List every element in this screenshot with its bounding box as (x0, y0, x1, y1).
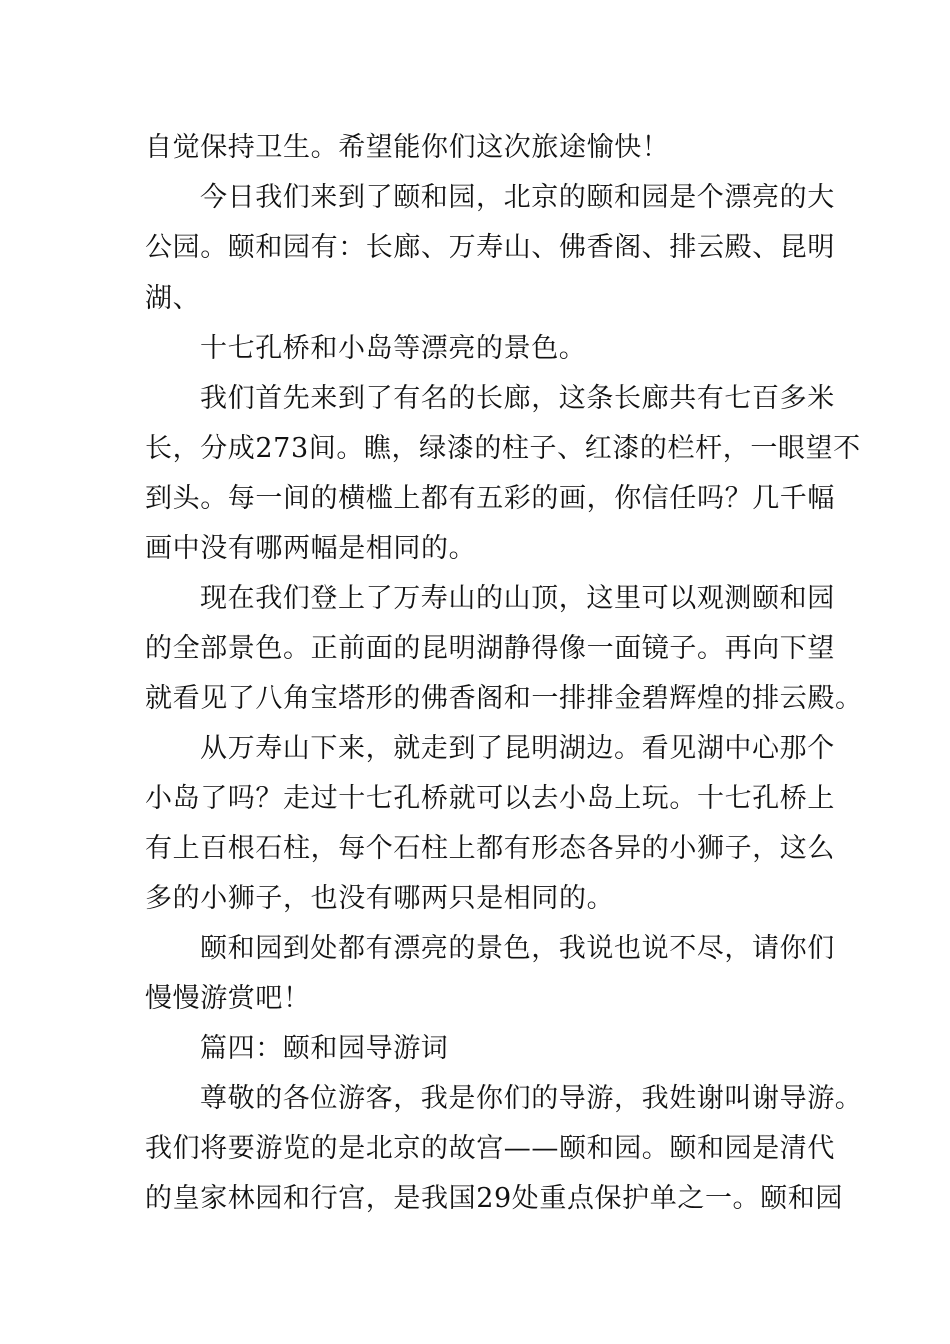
text-line: 有上百根石柱，每个石柱上都有形态各异的小狮子，这么 (145, 833, 835, 864)
text-line: 十七孔桥和小岛等漂亮的景色。 (200, 333, 587, 364)
text-line: 现在我们登上了万寿山的山顶，这里可以观测颐和园 (200, 583, 835, 614)
text-line: 长，分成273间。瞧，绿漆的柱子、红漆的栏杆，一眼望不 (145, 433, 861, 464)
text-line: 到头。每一间的横槛上都有五彩的画，你信任吗？几千幅 (145, 483, 835, 514)
text-line: 湖、 (145, 283, 201, 314)
text-line: 尊敬的各位游客，我是你们的导游，我姓谢叫谢导游。 (200, 1083, 863, 1114)
text-line: 的全部景色。正前面的昆明湖静得像一面镜子。再向下望 (145, 633, 835, 664)
text-line: 就看见了八角宝塔形的佛香阁和一排排金碧辉煌的排云殿。 (145, 683, 863, 714)
text-line: 慢慢游赏吧！ (145, 983, 311, 1014)
text-line: 自觉保持卫生。希望能你们这次旅途愉快！ (145, 132, 670, 163)
text-line: 今日我们来到了颐和园，北京的颐和园是个漂亮的大 (200, 182, 835, 213)
text-line: 从万寿山下来，就走到了昆明湖边。看见湖中心那个 (200, 733, 835, 764)
text-line: 多的小狮子，也没有哪两只是相同的。 (145, 883, 615, 914)
text-line: 画中没有哪两幅是相同的。 (145, 533, 477, 564)
text-line: 小岛了吗？走过十七孔桥就可以去小岛上玩。十七孔桥上 (145, 783, 835, 814)
text-line: 公园。颐和园有：长廊、万寿山、佛香阁、排云殿、昆明 (145, 232, 835, 263)
text-line: 的皇家林园和行宫，是我国29处重点保护单之一。颐和园 (145, 1183, 843, 1214)
text-line: 我们首先来到了有名的长廊，这条长廊共有七百多米 (200, 383, 835, 414)
text-line: 颐和园到处都有漂亮的景色，我说也说不尽，请你们 (200, 933, 835, 964)
text-line: 我们将要游览的是北京的故宫——颐和园。颐和园是清代 (145, 1133, 835, 1164)
section-heading: 篇四：颐和园导游词 (200, 1033, 449, 1064)
